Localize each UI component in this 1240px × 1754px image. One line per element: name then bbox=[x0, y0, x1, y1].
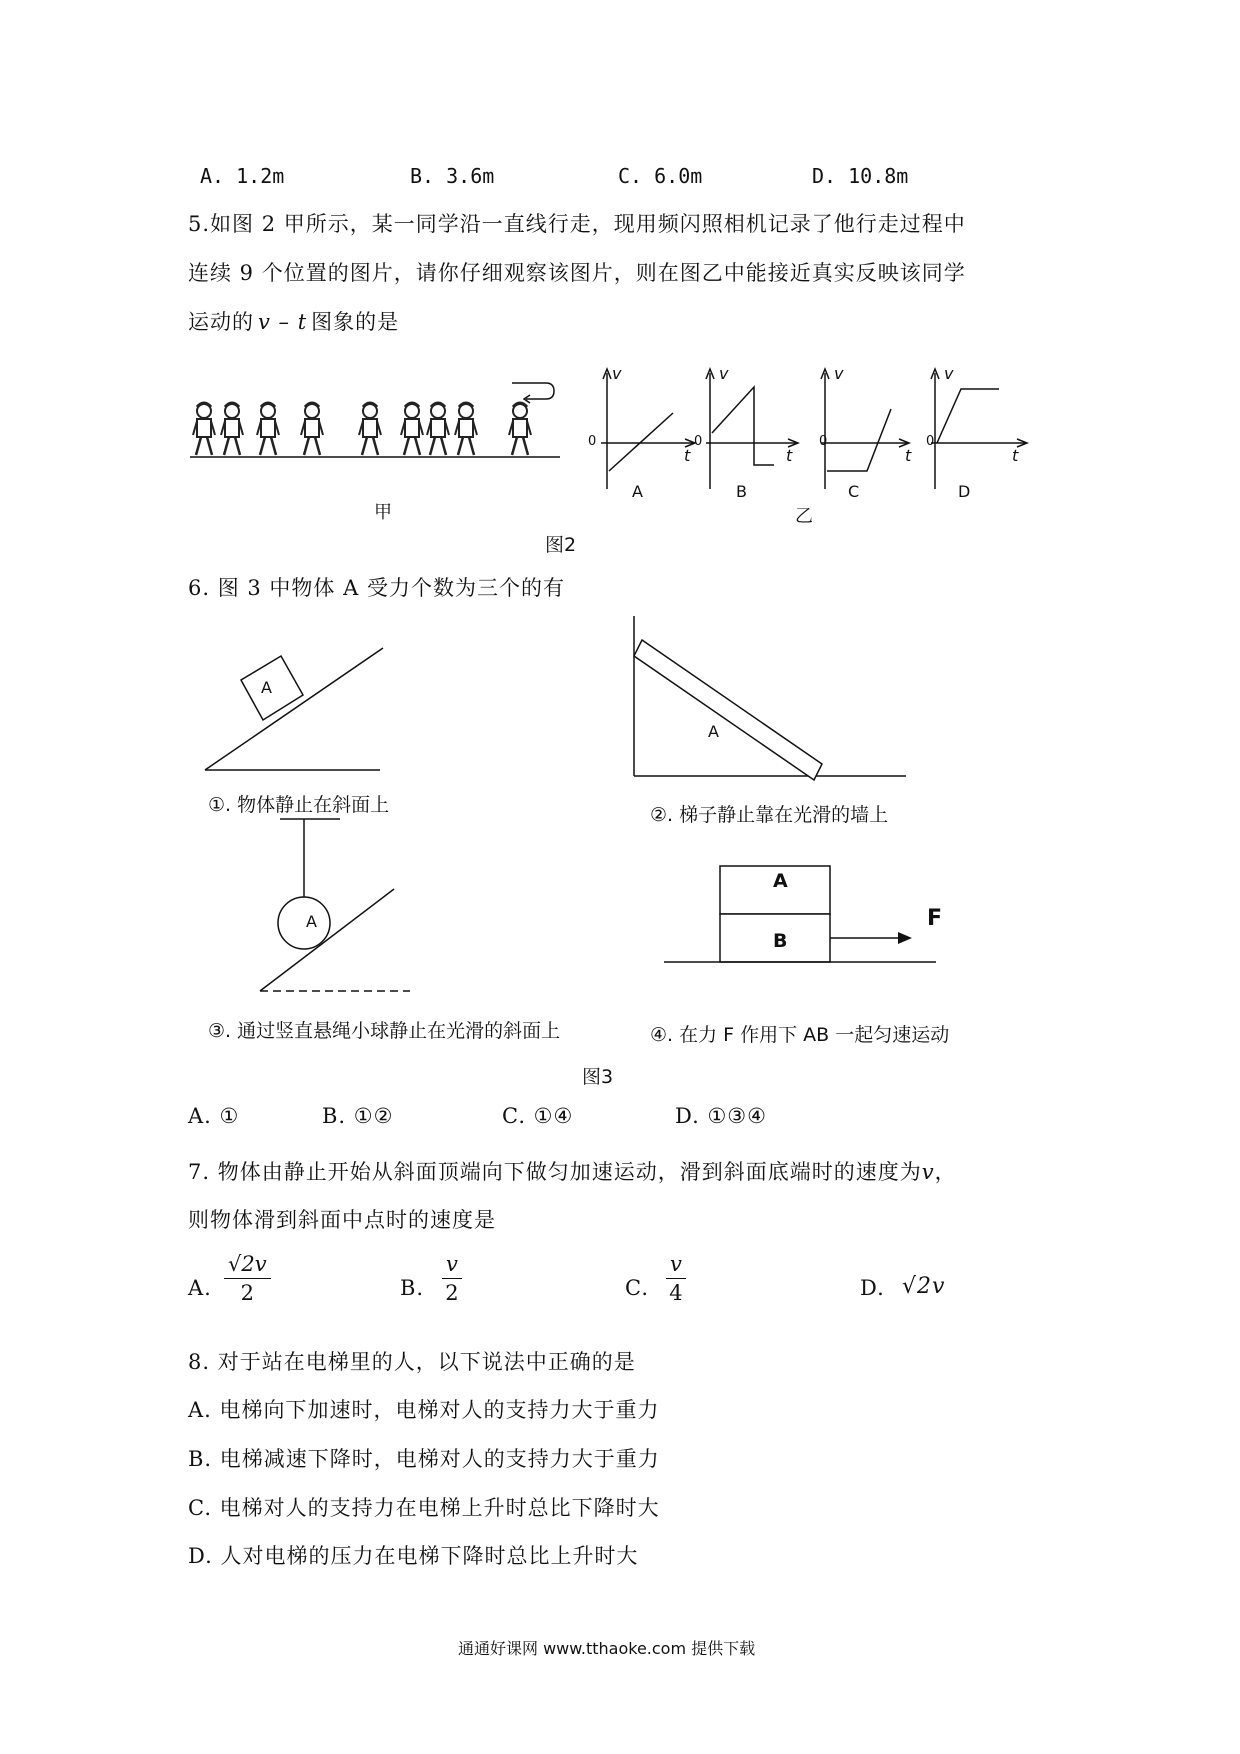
fig2-yi-graph-b bbox=[700, 365, 810, 495]
q7-line-1-end: ， bbox=[934, 1160, 957, 1184]
walker-figure bbox=[509, 403, 531, 455]
q5-line-1: 5.如图 2 甲所示，某一同学沿一直线行走，现用频闪照相机记录了他行走过程中 bbox=[188, 212, 966, 236]
q4-option-d: D. 10.8m bbox=[812, 164, 909, 188]
fig2-caption: 图2 bbox=[545, 534, 577, 556]
fig2-d-v-axis: v bbox=[944, 364, 954, 383]
fig3-4-force-label: F bbox=[927, 906, 943, 931]
q4-option-a: A. 1.2m bbox=[200, 164, 285, 188]
q6-option-c: C. ①④ bbox=[502, 1104, 574, 1128]
fig2-b-origin: 0 bbox=[694, 434, 703, 449]
fig2-c-v-axis: v bbox=[834, 364, 844, 383]
fig2-b-label: B bbox=[736, 482, 747, 501]
q4-option-c: C. 6.0m bbox=[618, 164, 703, 188]
fig3-4-stacked-blocks-force bbox=[660, 862, 943, 982]
q7-option-a-denominator: 2 bbox=[240, 1281, 254, 1305]
fig2-c-origin: 0 bbox=[819, 434, 828, 449]
q7-option-d-expr: √2v bbox=[902, 1274, 946, 1299]
q5-vt-math: v – t bbox=[258, 310, 308, 334]
fig2-a-t-axis: t bbox=[684, 446, 691, 465]
q7-option-a-numerator: √2v bbox=[224, 1252, 271, 1279]
fig3-3-label: A bbox=[306, 912, 317, 931]
q7-var-v: v bbox=[921, 1160, 935, 1184]
fig2-d-origin: 0 bbox=[926, 434, 935, 449]
walker-figure bbox=[301, 403, 323, 455]
walker-figure bbox=[193, 403, 215, 455]
fig3-2-label: A bbox=[708, 722, 719, 741]
q7-option-d-letter: D. bbox=[860, 1276, 885, 1300]
fig3-2-caption: ②. 梯子静止靠在光滑的墙上 bbox=[650, 804, 889, 826]
fig3-caption: 图3 bbox=[582, 1066, 614, 1088]
q5-line-2: 连续 9 个位置的图片，请你仔细观察该图片，则在图乙中能接近真实反映该同学 bbox=[188, 261, 966, 285]
fig3-1-block-on-incline bbox=[205, 640, 405, 780]
walker-figure bbox=[221, 403, 243, 455]
fig2-a-label: A bbox=[632, 482, 643, 501]
q5-line-3 bbox=[188, 306, 399, 336]
q7-option-c-letter: C. bbox=[625, 1276, 649, 1300]
fig2-a-origin: 0 bbox=[588, 434, 597, 449]
walker-figure bbox=[427, 403, 449, 455]
fig2-a-v-axis: v bbox=[612, 364, 622, 383]
fig2-yi-label: 乙 bbox=[795, 506, 813, 527]
q7-option-c-numerator: v bbox=[666, 1252, 686, 1279]
q6-option-d: D. ①③④ bbox=[675, 1104, 767, 1128]
q7-option-b-denominator: 2 bbox=[445, 1281, 459, 1305]
q6-question: 6. 图 3 中物体 A 受力个数为三个的有 bbox=[188, 576, 565, 600]
q7-option-b-fraction bbox=[442, 1252, 462, 1305]
fig2-yi-graph-a bbox=[595, 365, 705, 495]
walker-figure bbox=[359, 403, 381, 455]
fig3-3-hanging-ball-on-incline bbox=[260, 815, 420, 995]
fig2-d-label: D bbox=[958, 482, 971, 501]
fig2-jia-label: 甲 bbox=[374, 502, 392, 523]
q7-option-b-numerator: v bbox=[442, 1252, 462, 1279]
fig3-3-caption: ③. 通过竖直悬绳小球静止在光滑的斜面上 bbox=[208, 1020, 561, 1042]
fig3-1-caption: ①. 物体静止在斜面上 bbox=[208, 794, 390, 816]
q8-question: 8. 对于站在电梯里的人，以下说法中正确的是 bbox=[188, 1350, 636, 1374]
q7-option-a-fraction bbox=[224, 1252, 271, 1305]
q7-option-c-fraction bbox=[666, 1252, 686, 1305]
q4-option-b: B. 3.6m bbox=[410, 164, 495, 188]
fig2-jia-walkers bbox=[190, 355, 570, 465]
walker-figure bbox=[401, 403, 423, 455]
q7-option-a-letter: A. bbox=[188, 1276, 212, 1300]
q6-option-a: A. ① bbox=[188, 1104, 240, 1128]
q7-option-b-letter: B. bbox=[400, 1276, 425, 1300]
fig2-c-label: C bbox=[848, 482, 860, 501]
fig2-yi-graph-d bbox=[925, 365, 1045, 495]
q5-line-3-pre: 运动的 bbox=[188, 310, 254, 334]
q8-option-b: B. 电梯减速下降时，电梯对人的支持力大于重力 bbox=[188, 1447, 660, 1471]
walker-figure bbox=[257, 403, 279, 455]
q7-line-2: 则物体滑到斜面中点时的速度是 bbox=[188, 1208, 496, 1232]
q8-option-d: D. 人对电梯的压力在电梯下降时总比上升时大 bbox=[188, 1544, 639, 1568]
fig2-yi-graph-c bbox=[815, 365, 925, 495]
q7-option-c-denominator: 4 bbox=[669, 1281, 683, 1305]
fig3-1-label: A bbox=[261, 678, 272, 697]
fig3-4-label-a: A bbox=[773, 870, 788, 892]
q7-line-1 bbox=[188, 1156, 957, 1186]
q7-line-1-text: 7. 物体由静止开始从斜面顶端向下做匀加速运动，滑到斜面底端时的速度为 bbox=[188, 1160, 922, 1184]
q6-option-b: B. ①② bbox=[322, 1104, 394, 1128]
q8-option-c: C. 电梯对人的支持力在电梯上升时总比下降时大 bbox=[188, 1496, 660, 1520]
fig2-d-t-axis: t bbox=[1012, 446, 1019, 465]
q8-option-a: A. 电梯向下加速时，电梯对人的支持力大于重力 bbox=[188, 1398, 660, 1422]
q5-line-3-post: 图象的是 bbox=[311, 310, 400, 334]
fig3-2-ladder-on-wall bbox=[630, 612, 910, 782]
walker-figure bbox=[455, 403, 477, 455]
fig3-4-label-b: B bbox=[773, 930, 788, 952]
fig2-c-t-axis: t bbox=[905, 446, 912, 465]
fig2-b-v-axis: v bbox=[719, 364, 729, 383]
page-footer: 通通好课网 www.tthaoke.com 提供下载 bbox=[458, 1639, 756, 1658]
fig3-4-caption: ④. 在力 F 作用下 AB 一起匀速运动 bbox=[650, 1024, 950, 1046]
fig2-b-t-axis: t bbox=[786, 446, 793, 465]
